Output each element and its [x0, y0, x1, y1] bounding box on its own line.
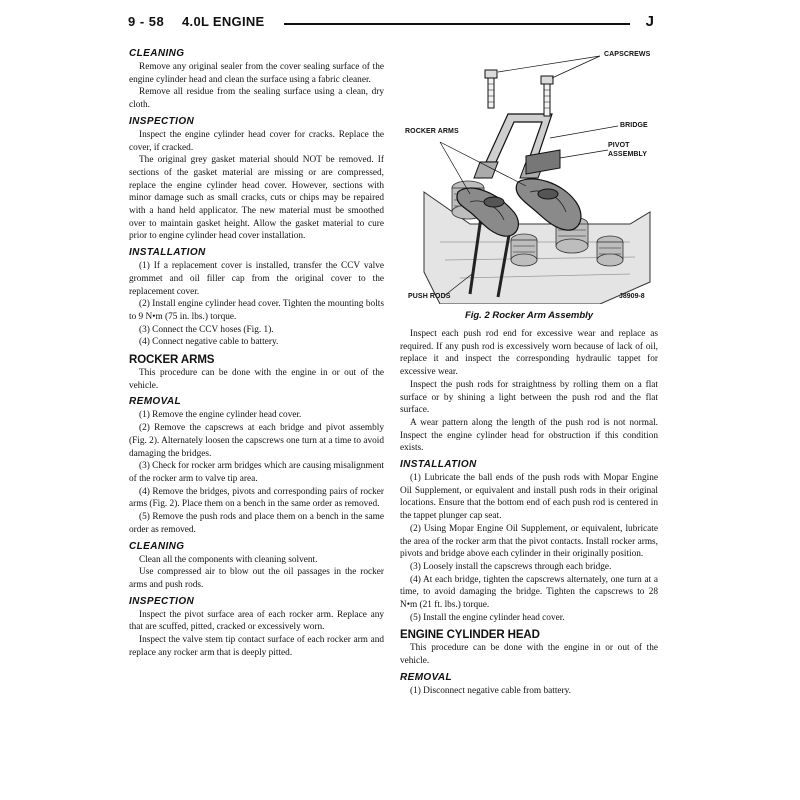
- heading-inspection: INSPECTION: [129, 115, 195, 127]
- section-inspection: [129, 116, 384, 243]
- figure-id: J8909-8: [619, 293, 645, 300]
- header-rule: [284, 23, 630, 25]
- step: (1) Remove the engine cylinder head cover.: [139, 410, 302, 421]
- heading-engine-cylinder-head: ENGINE CYLINDER HEAD: [400, 629, 540, 642]
- step: (1) If a replacement cover is installed, transfer the CCV valve grommet and oil filler cap from the original cover to the replacement cover.: [129, 261, 384, 297]
- step: (5) Remove the push rods and place them on a bench in the same order as removed.: [129, 512, 384, 535]
- paragraph: Inspect the pivot surface area of each rocker arm. Replace any that are scuffed, pitted, cracked or excessively worn.: [129, 609, 384, 633]
- paragraph: Inspect each push rod end for excessive wear and replace as required. If any push rod is excessively worn because of lack of oil, replace it and inspect the corresponding hydraulic tappet for excessive wear.: [400, 329, 658, 378]
- step: (3) Loosely install the capscrews through each bridge.: [410, 561, 612, 572]
- step: (5) Install the engine cylinder head cover.: [410, 612, 565, 623]
- section-push-rod-inspection: [400, 328, 658, 455]
- section-rocker-arms: [129, 354, 384, 392]
- paragraph: Inspect the push rods for straightness by rolling them on a flat surface or by shining a light between the push rod and the flat surface.: [400, 379, 658, 416]
- callout-push-rods: PUSH RODS: [408, 293, 451, 300]
- heading-inspection: INSPECTION: [129, 595, 195, 607]
- section-installation-2: [400, 459, 658, 624]
- step: (4) At each bridge, tighten the capscrews alternately, one turn at a time, to avoid damaging the bridge. Tighten the capscrews to 28 N•m (21 ft. lbs.) torque.: [400, 574, 658, 611]
- callout-pivot: PIVOT: [608, 142, 630, 149]
- paragraph: Inspect the engine cylinder head cover for cracks. Replace the cover, if cracked.: [129, 129, 384, 153]
- heading-cleaning: CLEANING: [129, 540, 185, 552]
- paragraph: The original grey gasket material should NOT be removed. If sections of the gasket material are missing or are compressed, replace the engine cylinder head cover. However, sections with minor damage such as small cracks, cuts or chips may be repaired with a hand held applicator. The new material must be smoothed over to maintain gasket height. Allow the gasket material to cure prior to engine cylinder head cover installation.: [129, 155, 384, 242]
- right-column: [400, 328, 658, 698]
- callout-assembly: ASSEMBLY: [608, 151, 648, 158]
- brand-mark: J: [645, 13, 654, 30]
- page-number: 9 - 58: [128, 14, 165, 29]
- step: (2) Using Mopar Engine Oil Supplement, or equivalent, lubricate the area of the rocker arm that the pivot contacts. Install rocker arms, pivots and bridge above each cylinder in their originally position.: [400, 523, 658, 560]
- page-header: [128, 12, 658, 34]
- figure-caption: Fig. 2 Rocker Arm Assembly: [464, 310, 594, 321]
- step: (4) Connect negative cable to battery.: [139, 337, 279, 348]
- heading-removal: REMOVAL: [400, 671, 453, 683]
- step: (3) Connect the CCV hoses (Fig. 1).: [139, 324, 274, 335]
- paragraph: A wear pattern along the length of the push rod is not normal. Inspect the engine cylinder head for obstruction if this condition exists.: [400, 417, 658, 454]
- heading-installation: INSTALLATION: [400, 459, 477, 471]
- step: (1) Disconnect negative cable from battery.: [410, 685, 571, 696]
- callout-capscrews: CAPSCREWS: [604, 51, 651, 58]
- paragraph: Inspect the valve stem tip contact surface of each rocker arm and replace any rocker arm that is deeply pitted.: [129, 635, 384, 658]
- paragraph: This procedure can be done with the engine in or out of the vehicle.: [400, 643, 658, 667]
- heading-rocker-arms: ROCKER ARMS: [129, 354, 215, 367]
- paragraph: Remove all residue from the sealing surface using a clean, dry cloth.: [129, 87, 384, 111]
- paragraph: This procedure can be done with the engine in or out of the vehicle.: [129, 368, 384, 391]
- paragraph: Use compressed air to blow out the oil passages in the rocker arms and push rods.: [129, 567, 384, 590]
- section-cleaning: [129, 48, 384, 112]
- callout-bridge: BRIDGE: [620, 122, 648, 129]
- heading-installation: INSTALLATION: [129, 247, 206, 259]
- step: (4) Remove the bridges, pivots and corresponding pairs of rocker arms (Fig. 2). Place them on a bench in the same order as removed.: [129, 486, 384, 510]
- step: (2) Install engine cylinder head cover. Tighten the mounting bolts to 9 N•m (75 in. lbs.) torque.: [129, 299, 384, 322]
- section-title: 4.0L ENGINE: [182, 14, 265, 29]
- step: (2) Remove the capscrews at each bridge and pivot assembly (Fig. 2). Alternately loosen the capscrews one turn at a time to avoid damaging the bridges.: [129, 423, 384, 459]
- section-removal-2: [400, 672, 658, 698]
- section-removal: [129, 396, 384, 536]
- heading-cleaning: CLEANING: [129, 48, 185, 59]
- section-inspection-2: [129, 596, 384, 660]
- callout-rocker-arms: ROCKER ARMS: [405, 128, 459, 135]
- step: (3) Check for rocker arm bridges which are causing misalignment of the rocker arm to valve tip area.: [129, 461, 384, 484]
- rocker-arm-assembly-illustration: [400, 42, 658, 304]
- heading-removal: REMOVAL: [129, 396, 182, 408]
- paragraph: Clean all the components with cleaning solvent.: [139, 554, 318, 565]
- section-installation: [129, 247, 384, 349]
- left-column: [129, 44, 384, 659]
- step: (1) Lubricate the ball ends of the push rods with Mopar Engine Oil Supplement, or equivalent and install push rods in their original locations. Ensure that the bottom end of each push rod is centered in the tappet plunger cap seat.: [400, 473, 658, 522]
- figure-rocker-arm-assembly: [400, 42, 658, 324]
- section-cleaning-2: [129, 541, 384, 592]
- section-engine-cylinder-head: [400, 629, 658, 667]
- paragraph: Remove any original sealer from the cover sealing surface of the engine cylinder head and clean the surface using a fabric cleaner.: [129, 62, 384, 85]
